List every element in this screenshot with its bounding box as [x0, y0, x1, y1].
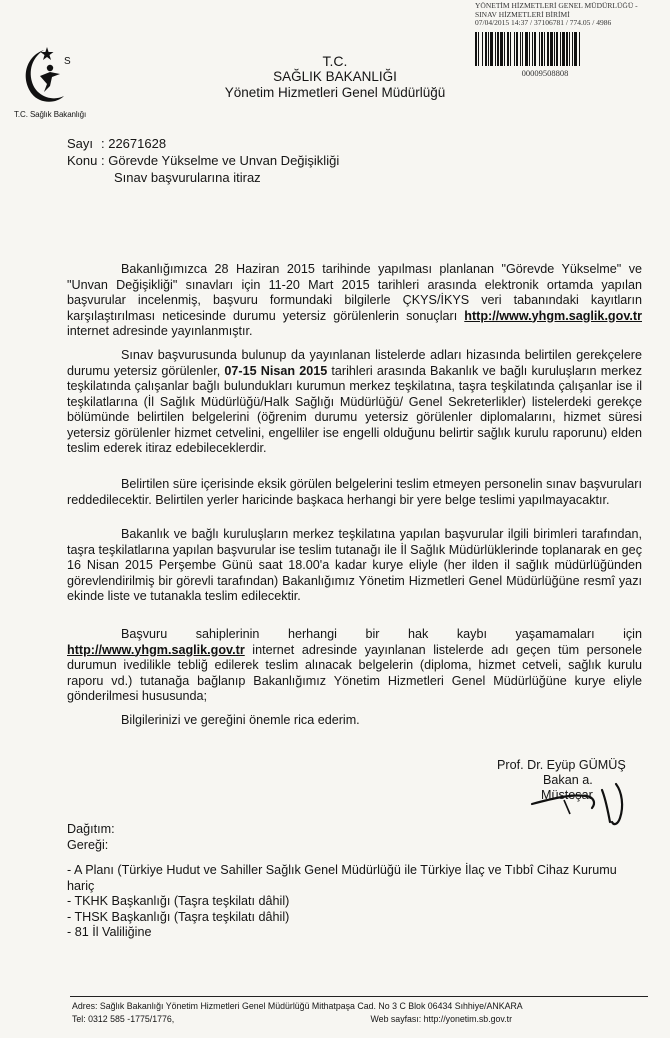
- footer: [72, 1000, 652, 1026]
- header-tc: T.C.: [322, 53, 348, 69]
- p1-text-a: Bakanlığımızca 28 Haziran 2015 tarihinde yapılması planlanan "Görevde Yükselme" ve "Unvan Değişikliği" sınavları için 11-20 Mart 2015 tarihleri arasında elektronik ortamda yapılan başvurular incelenmiş, başvuru formundaki bilgilerle ÇKYS/İKYS veri tabanındaki kayıtların karşılaştırılması neticesinde durumu yetersiz görülenlerin sonuçları: [67, 262, 642, 323]
- barcode-icon: [475, 32, 670, 66]
- yhgm-link-2[interactable]: http://www.yhgm.saglik.gov.tr: [67, 642, 245, 657]
- paragraph-5: [67, 627, 642, 705]
- p4-text: Bakanlık ve bağlı kuruluşların merkez teşkilatına yapılan başvurular ilgili birimleri tarafından, taşra teşkilatlarına yapılan başvurular ise teslim tutanağı ile İl Sağlık Müdürlüklerinde toplanarak en geç 16 Nisan 2015 Perşembe Günü saat 18.00'a kadar kurye eliyle (her ilden il sağlık müdürlüğünden görevlendirilmiş bir görevli tarafından) Bakanlığımız Yönetim Hizmetleri Genel Müdürlüğüne resmî yazı ekinde liste ve tutanakla teslim edilecektir.: [67, 527, 642, 603]
- footer-divider: [70, 996, 648, 997]
- p5-text-a: Başvuru sahiplerinin herhangi bir hak kaybı yaşamamaları için: [121, 627, 642, 641]
- paragraph-4: [67, 527, 642, 605]
- footer-phone: Tel: 0312 585 -1775/1776,: [72, 1014, 175, 1024]
- konu-value: : Görevde Yükselme ve Unvan Değişikliği: [101, 153, 340, 168]
- paragraph-3: [67, 477, 642, 508]
- paragraph-1: [67, 262, 642, 340]
- distribution-item: - TKHK Başkanlığı (Taşra teşkilatı dâhil): [67, 894, 290, 908]
- registry-stamp: [475, 2, 670, 98]
- distribution-item: - 81 İl Valiliğine: [67, 925, 152, 939]
- p3-text: Belirtilen süre içerisinde eksik görülen belgelerini teslim etmeyen personelin sınav başvuruları reddedilecektir. Belirtilen yerler haricinde başkaca herhangi bir yere belge teslimi yapılmayacaktır.: [67, 477, 642, 507]
- distribution-block: [67, 822, 642, 941]
- signatory-name: Prof. Dr. Eyüp GÜMÜŞ: [497, 758, 626, 772]
- p6-text: Bilgilerinizi ve gereğini önemle rica ederim.: [121, 713, 360, 727]
- stamp-line-1: YÖNETİM HİZMETLERİ GENEL MÜDÜRLÜĞÜ -: [475, 2, 638, 10]
- sayi-label: Sayı: [67, 136, 94, 151]
- distribution-item: - A Planı (Türkiye Hudut ve Sahiller Sağlık Genel Müdürlüğü ile Türkiye İlaç ve Tıbbî Cihaz Kurumu hariç: [67, 863, 617, 893]
- sayi-value: : 22671628: [101, 136, 167, 151]
- p2-date-range: 07-15 Nisan 2015: [224, 363, 328, 378]
- p5-text-b: internet adresinde yayınlanan listelerde adı geçen tüm personele durumun ivedilikle tebliğ edilerek teslim alınacak belgelerin (diploma, hizmet cetveli, sağlık kurulu raporu vd.) tutanağa bağlanıp Bakanlığımız Yönetim Hizmetleri Genel Müdürlüğüne kurye eliyle gönderilmesi hususunda;: [67, 642, 642, 703]
- stamp-line-3: 07/04/2015 14:37 / 37106781 / 774.05 / 4986: [475, 18, 612, 27]
- paragraph-6: [67, 713, 642, 729]
- footer-address: Adres: Sağlık Bakanlığı Yönetim Hizmetleri Genel Müdürlüğü Mithatpaşa Cad. No 3 C Blok 06434 Sıhhiye/ANKARA: [72, 1001, 523, 1011]
- paragraph-2: [67, 348, 642, 457]
- stamp-line-2: SINAV HİZMETLERİ BİRİMİ: [475, 9, 570, 19]
- distribution-item: - THSK Başkanlığı (Taşra teşkilatı dâhil): [67, 909, 290, 924]
- p1-text-b: internet adresinde yayınlanmıştır.: [67, 324, 253, 338]
- yhgm-link[interactable]: http://www.yhgm.saglik.gov.tr: [464, 308, 642, 323]
- distribution-label: Dağıtım:: [67, 822, 115, 836]
- barcode-number: 00009508808: [521, 67, 569, 78]
- svg-text:S: S: [64, 56, 71, 67]
- sayi-row: [67, 135, 339, 152]
- gereği-label: Gereği:: [67, 837, 109, 852]
- handwritten-signature-icon: [524, 770, 644, 830]
- letter-meta: [67, 135, 339, 186]
- konu-label: Konu: [67, 153, 98, 168]
- konu-row: [67, 152, 339, 169]
- header-ministry: SAĞLIK BAKANLIĞI: [273, 69, 397, 84]
- p2-text-a: Sınav başvurusunda bulunup da yayınlanan listelerde adları hizasında belirtilen gerekçelere durumu yetersiz görülenler,: [67, 348, 642, 378]
- konu-line-2: Sınav başvurularına itiraz: [114, 170, 261, 185]
- logo-caption: T.C. Sağlık Bakanlığı: [14, 110, 87, 119]
- header-directorate: Yönetim Hizmetleri Genel Müdürlüğü: [224, 85, 446, 100]
- signatory-title-2: Müsteşar: [541, 788, 593, 802]
- footer-web[interactable]: Web sayfası: http://yonetim.sb.gov.tr: [370, 1014, 512, 1024]
- p2-text-b: tarihleri arasında Bakanlık ve bağlı kuruluşların merkez teşkilatında çalışanlar bağlı bulundukları kurumun merkez teşkilatına, taşra teşkilatında çalışanlar ise il teşkilatlarına (İl Sağlık Müdürlüğü/Halk Sağlığı Müdürlüğü/ Genel Sekreterlikler) listelerdeki gerekçe bölümünde belirtilen belgelerini (öğrenim durumu yetersiz görülenler diplomalarını, hizmet süresi yetersiz görülenler hizmet cetvelini, engelliler ise engelli olduğunu belirtir sağlık kurulu raporunu) elden teslim ederek itiraz edebileceklerdir.: [67, 363, 642, 455]
- signatory-title-1: Bakan a.: [543, 773, 593, 787]
